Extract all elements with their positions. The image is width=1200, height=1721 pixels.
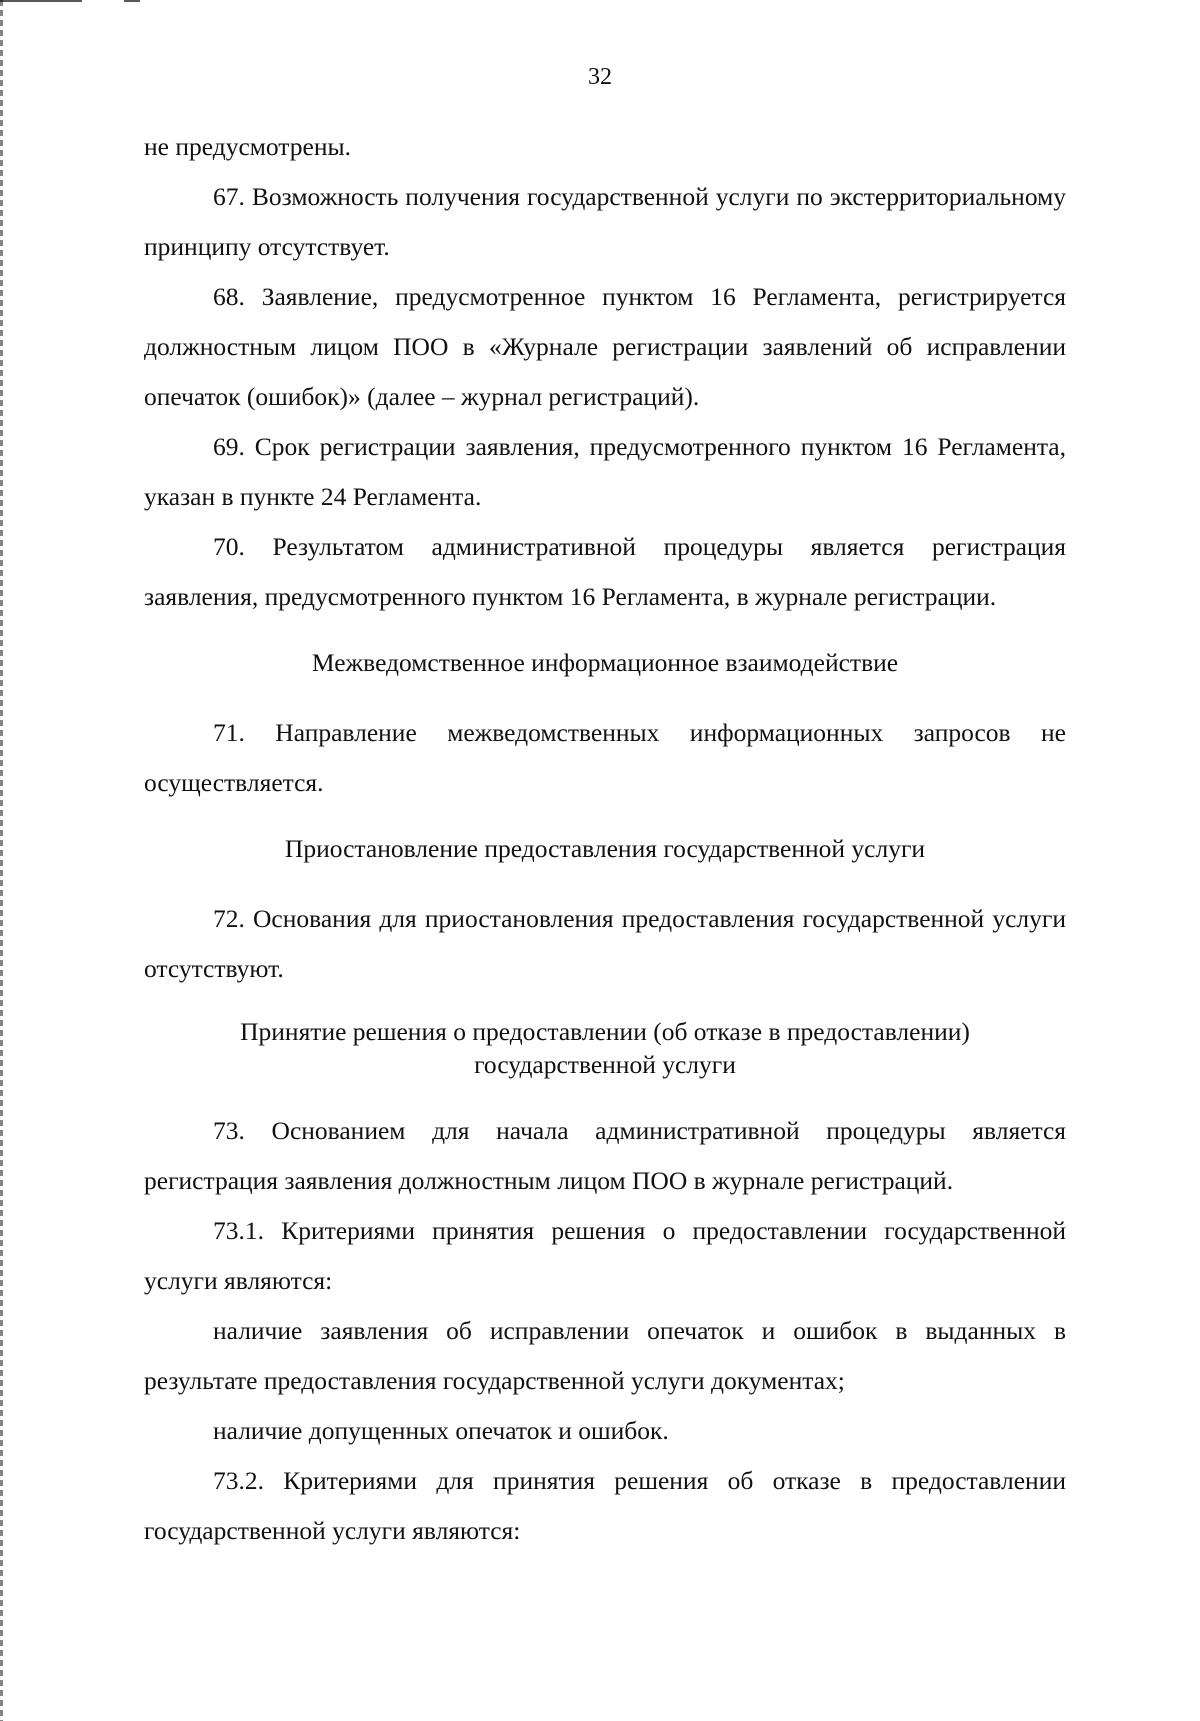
section-heading-decision: [144, 1015, 1066, 1081]
paragraph-72: 72. Основания для приостановления предоставления государственной услуги отсутствуют.: [144, 904, 1066, 983]
paragraph-67: 67. Возможность получения государственной услуги по экстерриториальному принципу отсутствует.: [144, 182, 1066, 261]
paragraph-69: 69. Срок регистрации заявления, предусмотренного пунктом 16 Регламента, указан в пункте 24 Регламента.: [144, 432, 1066, 511]
heading-line: Принятие решения о предоставлении (об отказе в предоставлении): [240, 1017, 970, 1046]
scan-top-mark: [0, 0, 82, 2]
paragraph-68: 68. Заявление, предусмотренное пунктом 16 Регламента, регистрируется должностным лицом ПОО в «Журнале регистрации заявлений об исправлении опечаток (ошибок)» (далее – журнал регистраций).: [144, 282, 1066, 411]
scan-left-edge: [0, 0, 3, 1721]
section-heading-suspension: [144, 829, 1066, 869]
paragraph-criterion-2: наличие допущенных опечаток и ошибок.: [213, 1416, 669, 1445]
paragraph-73: 73. Основанием для начала административной процедуры является регистрация заявления должностным лицом ПОО в журнале регистраций.: [144, 1116, 1066, 1195]
page-number: 32: [588, 64, 612, 90]
document-body: [144, 122, 1066, 1556]
heading-line: Межведомственное информационное взаимодействие: [311, 648, 899, 677]
paragraph-70: 70. Результатом административной процедуры является регистрация заявления, предусмотренного пунктом 16 Регламента, в журнале регистрации.: [144, 532, 1066, 611]
heading-line: государственной услуги: [474, 1050, 736, 1079]
heading-line: Приостановление предоставления государственной услуги: [284, 834, 926, 863]
paragraph-71: 71. Направление межведомственных информационных запросов не осуществляется.: [144, 718, 1066, 797]
scan-top-mark-small: [124, 0, 140, 2]
section-heading-interagency: [144, 643, 1066, 683]
paragraph-73-2: 73.2. Критериями для принятия решения об отказе в предоставлении государственной услуги являются:: [144, 1466, 1066, 1545]
paragraph-73-1: 73.1. Критериями принятия решения о предоставлении государственной услуги являются:: [144, 1216, 1066, 1295]
paragraph: не предусмотрены.: [144, 132, 351, 161]
paragraph-criterion-1: наличие заявления об исправлении опечаток и ошибок в выданных в результате предоставления государственной услуги документах;: [144, 1316, 1066, 1395]
